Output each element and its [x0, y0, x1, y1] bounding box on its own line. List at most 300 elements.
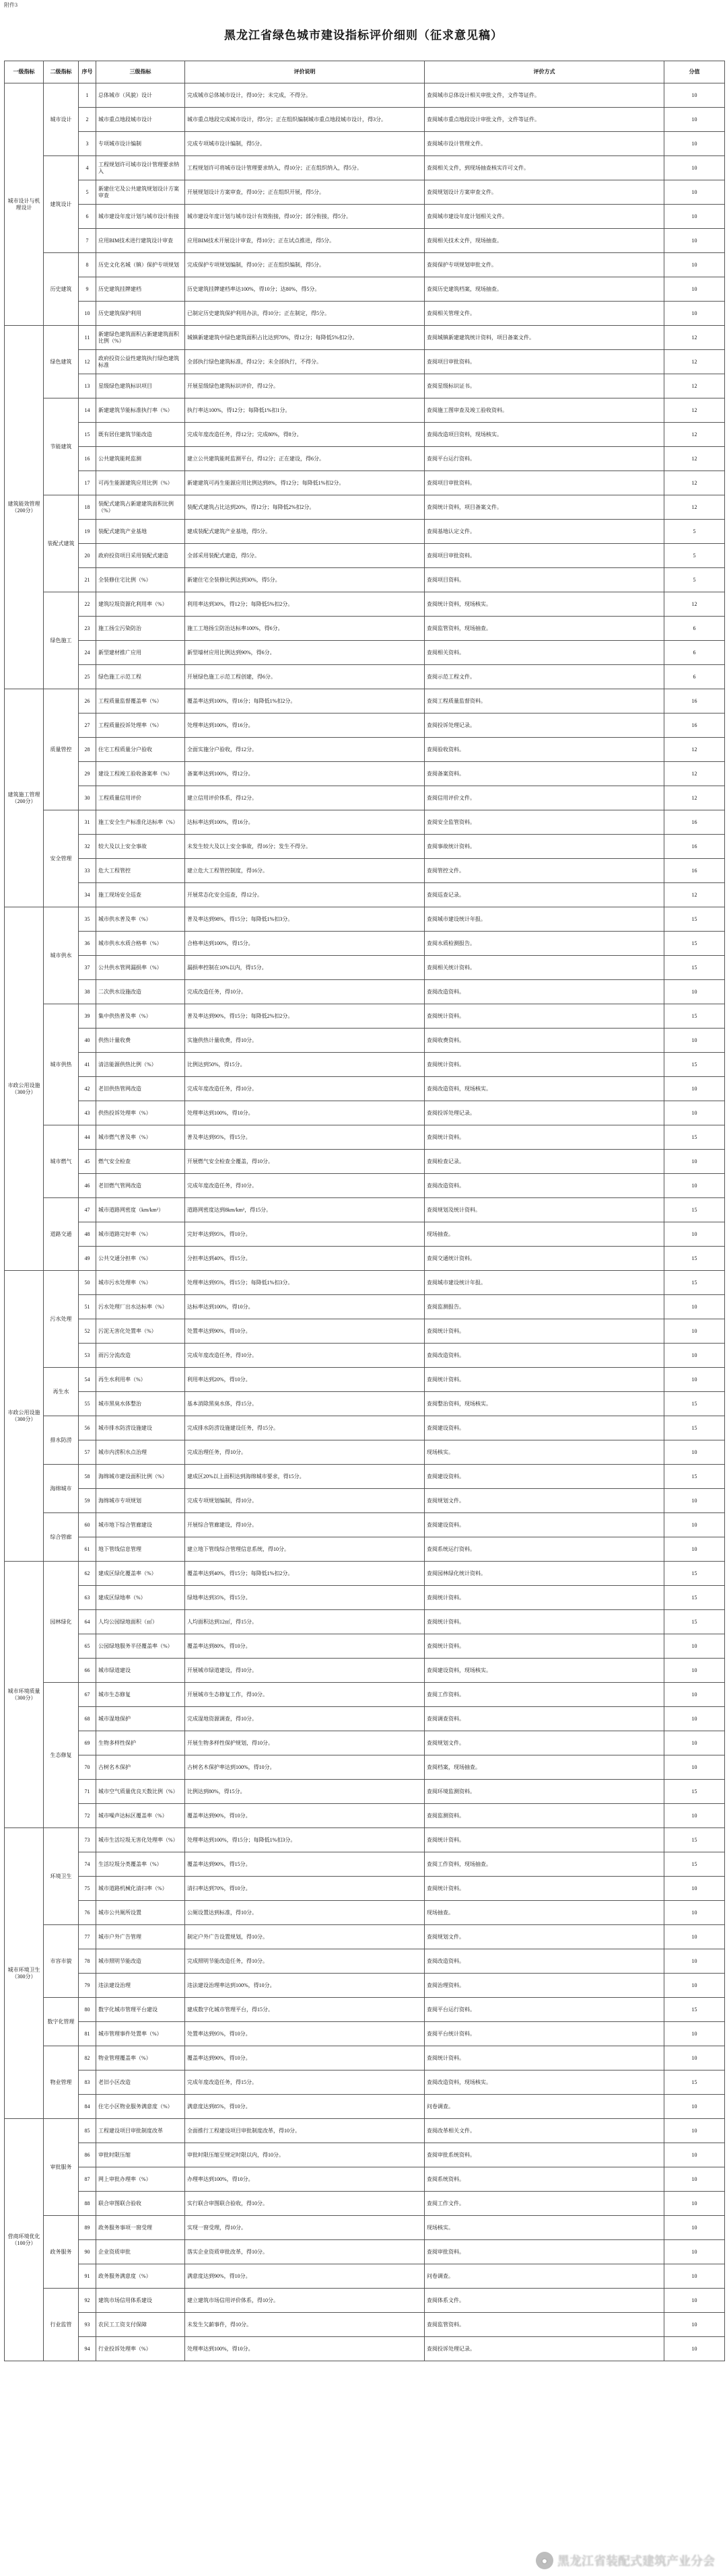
serial-number-cell: 73 — [79, 1828, 96, 1852]
serial-number-cell: 71 — [79, 1780, 96, 1804]
evaluation-method-cell: 查阅相关资料。 — [425, 641, 664, 665]
level3-indicator-cell: 老旧小区改造 — [96, 2070, 185, 2095]
level3-indicator-cell: 施工扬尘污染防治 — [96, 617, 185, 641]
table-row — [5, 398, 725, 423]
level3-indicator-cell: 审批时限压缩 — [96, 2143, 185, 2167]
score-cell: 15 — [664, 1416, 725, 1440]
table-row — [5, 1537, 725, 1562]
score-cell: 15 — [664, 1780, 725, 1804]
evaluation-method-cell: 查阅规划文件。 — [425, 1731, 664, 1755]
score-cell: 15 — [664, 1247, 725, 1271]
evaluation-method-cell: 查阅相关统计资料。 — [425, 956, 664, 980]
serial-number-cell: 41 — [79, 1053, 96, 1077]
evaluation-description-cell: 漏损率控制在10%以内，得15分。 — [185, 956, 425, 980]
table-row — [5, 326, 725, 350]
score-cell: 10 — [664, 1974, 725, 1998]
score-cell: 15 — [664, 1198, 725, 1222]
score-cell: 15 — [664, 956, 725, 980]
score-cell: 12 — [664, 326, 725, 350]
evaluation-method-cell: 查阅环境监测资料。 — [425, 1780, 664, 1804]
evaluation-method-cell: 现场核实。 — [425, 1440, 664, 1465]
evaluation-description-cell: 完成年度改造任务，得10分。 — [185, 1174, 425, 1198]
score-cell: 10 — [664, 1174, 725, 1198]
serial-number-cell: 40 — [79, 1029, 96, 1053]
serial-number-cell: 81 — [79, 2022, 96, 2046]
serial-number-cell: 10 — [79, 302, 96, 326]
level3-indicator-cell: 清洁能源供热比例（%） — [96, 1053, 185, 1077]
level3-indicator-cell: 生活垃圾分类覆盖率（%） — [96, 1852, 185, 1877]
serial-number-cell: 8 — [79, 253, 96, 277]
table-row — [5, 2289, 725, 2313]
table-row — [5, 2337, 725, 2361]
level3-indicator-cell: 工程规划许可城市设计管理要求纳入 — [96, 156, 185, 180]
evaluation-description-cell: 实行联合审图联合验收，得10分。 — [185, 2192, 425, 2216]
table-row — [5, 1877, 725, 1901]
table-row — [5, 205, 725, 229]
table-row — [5, 2143, 725, 2167]
score-cell: 10 — [664, 302, 725, 326]
serial-number-cell: 37 — [79, 956, 96, 980]
level3-indicator-cell: 城市黑臭水体整治 — [96, 1392, 185, 1416]
score-cell: 10 — [664, 1319, 725, 1344]
table-row — [5, 932, 725, 956]
evaluation-description-cell: 满意度达到90%，得10分。 — [185, 2264, 425, 2289]
evaluation-description-cell: 处置率达到95%，得10分。 — [185, 2022, 425, 2046]
score-cell: 12 — [664, 495, 725, 520]
evaluation-method-cell: 查阅建设资料。 — [425, 1513, 664, 1537]
table-row — [5, 786, 725, 810]
evaluation-description-cell: 利用率达到20%，得10分。 — [185, 1368, 425, 1392]
serial-number-cell: 19 — [79, 520, 96, 544]
evaluation-method-cell: 查阅统计资料。 — [425, 1004, 664, 1029]
score-cell: 15 — [664, 2070, 725, 2095]
evaluation-method-cell: 查阅改造资料。 — [425, 980, 664, 1004]
score-cell: 10 — [664, 253, 725, 277]
evaluation-method-cell: 查阅监管资料。 — [425, 2313, 664, 2337]
level3-indicator-cell: 城市空气质量优良天数比例（%） — [96, 1780, 185, 1804]
serial-number-cell: 66 — [79, 1659, 96, 1683]
score-cell: 10 — [664, 1150, 725, 1174]
evaluation-description-cell: 制定户外广告设置规划，得10分。 — [185, 1925, 425, 1949]
score-cell: 10 — [664, 2216, 725, 2240]
evaluation-description-cell: 装配式建筑占比达到20%，得12分；每降低2%扣2分。 — [185, 495, 425, 520]
table-row — [5, 641, 725, 665]
level3-indicator-cell: 燃气安全检查 — [96, 1150, 185, 1174]
evaluation-method-cell: 查阅验收资料。 — [425, 738, 664, 762]
level3-indicator-cell: 城市生活垃圾无害化处理率（%） — [96, 1828, 185, 1852]
score-cell: 10 — [664, 1755, 725, 1780]
evaluation-method-cell: 查阅统计资料。 — [425, 1053, 664, 1077]
table-body — [5, 83, 725, 2361]
level3-indicator-cell: 海绵城市建设面积比例（%） — [96, 1465, 185, 1489]
serial-number-cell: 33 — [79, 859, 96, 883]
serial-number-cell: 4 — [79, 156, 96, 180]
score-cell: 10 — [664, 2240, 725, 2264]
evaluation-description-cell: 完成年度改造任务，得15分。 — [185, 2070, 425, 2095]
serial-number-cell: 29 — [79, 762, 96, 786]
evaluation-method-cell: 查阅城镇新建建筑统计资料，项目备案文件。 — [425, 326, 664, 350]
evaluation-method-cell: 现场抽查。 — [425, 1901, 664, 1925]
score-cell: 10 — [664, 1634, 725, 1659]
serial-number-cell: 64 — [79, 1610, 96, 1634]
evaluation-description-cell: 审批时限压缩至规定时限以内，得10分。 — [185, 2143, 425, 2167]
serial-number-cell: 50 — [79, 1271, 96, 1295]
evaluation-description-cell: 满意度达到85%，得10分。 — [185, 2095, 425, 2119]
level3-indicator-cell: 供热投诉处理率（%） — [96, 1101, 185, 1125]
level3-indicator-cell: 二次供水设施改造 — [96, 980, 185, 1004]
evaluation-method-cell: 查阅平台运行资料。 — [425, 1998, 664, 2022]
score-cell: 10 — [664, 2022, 725, 2046]
evaluation-description-cell: 开展城市生态修复工作，得10分。 — [185, 1683, 425, 1707]
evaluation-method-cell: 查阅建设资料。 — [425, 1416, 664, 1440]
serial-number-cell: 34 — [79, 883, 96, 907]
level3-indicator-cell: 城市道路网密度（km/km²） — [96, 1198, 185, 1222]
serial-number-cell: 31 — [79, 810, 96, 835]
score-cell: 10 — [664, 2192, 725, 2216]
evaluation-description-cell: 基本消除黑臭水体，得15分。 — [185, 1392, 425, 1416]
serial-number-cell: 25 — [79, 665, 96, 689]
score-cell: 10 — [664, 156, 725, 180]
evaluation-method-cell: 查阅城市总体设计相关审批文件，文件等证件。 — [425, 83, 664, 108]
table-row — [5, 108, 725, 132]
score-cell: 12 — [664, 447, 725, 471]
evaluation-description-cell: 建立地下管线综合管理信息系统，得10分。 — [185, 1537, 425, 1562]
table-row — [5, 1586, 725, 1610]
evaluation-description-cell: 完成排水防涝设施建设任务，得15分。 — [185, 1416, 425, 1440]
evaluation-description-cell: 开展常态化安全巡查，得12分。 — [185, 883, 425, 907]
level3-indicator-cell: 工程质量信用评价 — [96, 786, 185, 810]
score-cell: 10 — [664, 180, 725, 205]
evaluation-method-cell: 查阅改造资料。 — [425, 1344, 664, 1368]
table-row — [5, 180, 725, 205]
serial-number-cell: 53 — [79, 1344, 96, 1368]
level3-indicator-cell: 再生水利用率（%） — [96, 1368, 185, 1392]
level3-indicator-cell: 建筑市场信用体系建设 — [96, 2289, 185, 2313]
table-row — [5, 1198, 725, 1222]
table-row — [5, 689, 725, 713]
level3-indicator-cell: 企业资质审批 — [96, 2240, 185, 2264]
table-row — [5, 1440, 725, 1465]
score-cell: 10 — [664, 205, 725, 229]
score-cell: 10 — [664, 83, 725, 108]
score-cell: 16 — [664, 859, 725, 883]
score-cell: 12 — [664, 883, 725, 907]
level3-indicator-cell: 工程质量投诉处理率（%） — [96, 713, 185, 738]
evaluation-description-cell: 新型墙材应用比例达到90%，得6分。 — [185, 641, 425, 665]
evaluation-method-cell: 查阅建设资料，现场核实。 — [425, 1659, 664, 1683]
score-cell: 10 — [664, 1804, 725, 1828]
serial-number-cell: 24 — [79, 641, 96, 665]
evaluation-method-cell: 查阅收费资料。 — [425, 1029, 664, 1053]
level1-indicator-cell: 城市设计与机理设计 — [5, 83, 44, 326]
serial-number-cell: 32 — [79, 835, 96, 859]
serial-number-cell: 92 — [79, 2289, 96, 2313]
evaluation-method-cell: 查阅规划文件。 — [425, 1925, 664, 1949]
level1-indicator-cell: 建筑施工管理（200分） — [5, 689, 44, 907]
evaluation-method-cell: 查阅管控文件。 — [425, 859, 664, 883]
evaluation-description-cell: 建立公共建筑能耗监测平台，得12分；正在建设，得6分。 — [185, 447, 425, 471]
score-cell: 15 — [664, 1852, 725, 1877]
table-row — [5, 1295, 725, 1319]
level3-indicator-cell: 海绵城市专项规划 — [96, 1489, 185, 1513]
evaluation-description-cell: 开展燃气安全检查全覆盖，得10分。 — [185, 1150, 425, 1174]
evaluation-method-cell: 查阅事故统计资料。 — [425, 835, 664, 859]
table-row — [5, 1998, 725, 2022]
level1-indicator-cell: 城市环境卫生（300分） — [5, 1828, 44, 2119]
serial-number-cell: 63 — [79, 1586, 96, 1610]
serial-number-cell: 1 — [79, 83, 96, 108]
serial-number-cell: 44 — [79, 1125, 96, 1150]
level3-indicator-cell: 工程质量监督覆盖率（%） — [96, 689, 185, 713]
serial-number-cell: 75 — [79, 1877, 96, 1901]
level3-indicator-cell: 既有居住建筑节能改造 — [96, 423, 185, 447]
score-cell: 15 — [664, 932, 725, 956]
evaluation-description-cell: 合格率达到100%，得15分。 — [185, 932, 425, 956]
indicator-table — [4, 61, 725, 2361]
score-cell: 12 — [664, 738, 725, 762]
score-cell: 10 — [664, 1683, 725, 1707]
level3-indicator-cell: 装配式建筑占新建建筑面积比例（%） — [96, 495, 185, 520]
score-cell: 10 — [664, 132, 725, 156]
evaluation-method-cell: 查阅规划文件。 — [425, 1489, 664, 1513]
evaluation-method-cell: 查阅建设资料。 — [425, 1465, 664, 1489]
level3-indicator-cell: 污泥无害化处置率（%） — [96, 1319, 185, 1344]
level3-indicator-cell: 历史建筑保护利用 — [96, 302, 185, 326]
evaluation-description-cell: 比例达到80%，得15分。 — [185, 1780, 425, 1804]
serial-number-cell: 60 — [79, 1513, 96, 1537]
table-row — [5, 132, 725, 156]
column-header: 评价方式 — [425, 61, 664, 83]
evaluation-method-cell: 查阅工作资料，现场抽查。 — [425, 1852, 664, 1877]
serial-number-cell: 68 — [79, 1707, 96, 1731]
table-row — [5, 762, 725, 786]
evaluation-description-cell: 处理率达到100%，得10分。 — [185, 2337, 425, 2361]
score-cell: 10 — [664, 1489, 725, 1513]
level3-indicator-cell: 新建建筑节能标准执行率（%） — [96, 398, 185, 423]
evaluation-method-cell: 查阅巡查记录。 — [425, 883, 664, 907]
evaluation-description-cell: 违法建设治理率达到100%，得10分。 — [185, 1974, 425, 1998]
table-row — [5, 592, 725, 617]
table-row — [5, 1901, 725, 1925]
evaluation-description-cell: 全面推行工程建设项目审批制度改革，得10分。 — [185, 2119, 425, 2143]
level3-indicator-cell: 装配式建筑产业基地 — [96, 520, 185, 544]
table-row — [5, 1150, 725, 1174]
evaluation-method-cell: 查阅统计资料。 — [425, 2046, 664, 2070]
level2-indicator-cell: 道路交通 — [44, 1198, 79, 1271]
table-row — [5, 1489, 725, 1513]
level3-indicator-cell: 星级绿色建筑标识项目 — [96, 374, 185, 398]
table-row — [5, 1344, 725, 1368]
evaluation-description-cell: 完成年度改造任务，得12分；完成80%，得8分。 — [185, 423, 425, 447]
serial-number-cell: 30 — [79, 786, 96, 810]
evaluation-method-cell: 查阅信用评价文件。 — [425, 786, 664, 810]
level3-indicator-cell: 城市道路机械化清扫率（%） — [96, 1877, 185, 1901]
evaluation-method-cell: 查阅监测报告。 — [425, 1295, 664, 1319]
evaluation-description-cell: 落实企业资质审批改革，得10分。 — [185, 2240, 425, 2264]
level1-indicator-cell: 营商环境优化（100分） — [5, 2119, 44, 2361]
serial-number-cell: 62 — [79, 1562, 96, 1586]
evaluation-description-cell: 道路网密度达到8km/km²，得15分。 — [185, 1198, 425, 1222]
serial-number-cell: 20 — [79, 544, 96, 568]
level2-indicator-cell: 物业管理 — [44, 2046, 79, 2119]
serial-number-cell: 77 — [79, 1925, 96, 1949]
table-row — [5, 1125, 725, 1150]
serial-number-cell: 21 — [79, 568, 96, 592]
level3-indicator-cell: 工程建设项目审批制度改革 — [96, 2119, 185, 2143]
score-cell: 10 — [664, 2119, 725, 2143]
level3-indicator-cell: 城市污水处理率（%） — [96, 1271, 185, 1295]
level3-indicator-cell: 住宅工程质量分户验收 — [96, 738, 185, 762]
serial-number-cell: 61 — [79, 1537, 96, 1562]
serial-number-cell: 87 — [79, 2167, 96, 2192]
level3-indicator-cell: 行业投诉处理率（%） — [96, 2337, 185, 2361]
evaluation-method-cell: 查阅城市建设年度计划相关文件。 — [425, 205, 664, 229]
table-row — [5, 302, 725, 326]
score-cell: 10 — [664, 2167, 725, 2192]
serial-number-cell: 9 — [79, 277, 96, 302]
level3-indicator-cell: 集中供热普及率（%） — [96, 1004, 185, 1029]
column-header: 三级指标 — [96, 61, 185, 83]
level2-indicator-cell: 行业监管 — [44, 2289, 79, 2361]
serial-number-cell: 69 — [79, 1731, 96, 1755]
level3-indicator-cell: 城市建设年度计划与城市设计衔接 — [96, 205, 185, 229]
table-row — [5, 617, 725, 641]
level2-indicator-cell: 审批服务 — [44, 2119, 79, 2216]
table-row — [5, 1319, 725, 1344]
evaluation-method-cell: 问卷调查。 — [425, 2095, 664, 2119]
evaluation-method-cell: 查阅统计资料。 — [425, 1368, 664, 1392]
serial-number-cell: 89 — [79, 2216, 96, 2240]
serial-number-cell: 15 — [79, 423, 96, 447]
evaluation-description-cell: 处置率达到90%，得10分。 — [185, 1319, 425, 1344]
evaluation-description-cell: 完成年度改造任务，得10分。 — [185, 1077, 425, 1101]
level3-indicator-cell: 数字化城市管理平台建设 — [96, 1998, 185, 2022]
table-row — [5, 2070, 725, 2095]
evaluation-description-cell: 开展星级绿色建筑标识评价，得12分。 — [185, 374, 425, 398]
evaluation-method-cell: 查阅历史建筑档案，现场抽查。 — [425, 277, 664, 302]
level2-indicator-cell: 生态修复 — [44, 1683, 79, 1828]
table-row — [5, 2264, 725, 2289]
level3-indicator-cell: 城市供水水质合格率（%） — [96, 932, 185, 956]
level3-indicator-cell: 新建绿色建筑面积占新建建筑面积比例（%） — [96, 326, 185, 350]
table-row — [5, 907, 725, 932]
serial-number-cell: 5 — [79, 180, 96, 205]
column-header: 一级指标 — [5, 61, 44, 83]
evaluation-description-cell: 开展综合管廊建设，得10分。 — [185, 1513, 425, 1537]
table-row — [5, 738, 725, 762]
level2-indicator-cell: 城市供水 — [44, 907, 79, 1004]
table-row — [5, 1465, 725, 1489]
watermark-text: 黑龙江省装配式建筑产业分会 — [557, 2554, 715, 2568]
level3-indicator-cell: 污水处理厂出水达标率（%） — [96, 1295, 185, 1319]
evaluation-description-cell: 已制定历史建筑保护利用办法，得10分；正在制定，得5分。 — [185, 302, 425, 326]
serial-number-cell: 59 — [79, 1489, 96, 1513]
evaluation-method-cell: 查阅监管资料，现场抽查。 — [425, 617, 664, 641]
level3-indicator-cell: 公共交通分担率（%） — [96, 1247, 185, 1271]
level3-indicator-cell: 建设工程竣工验收备案率（%） — [96, 762, 185, 786]
wechat-logo-icon: ● — [536, 2552, 553, 2569]
evaluation-method-cell: 查阅统计资料，现场核实。 — [425, 592, 664, 617]
serial-number-cell: 91 — [79, 2264, 96, 2289]
level2-indicator-cell: 建筑设计 — [44, 156, 79, 253]
evaluation-method-cell: 查阅统计资料。 — [425, 1610, 664, 1634]
evaluation-method-cell: 现场抽查。 — [425, 1222, 664, 1247]
table-row — [5, 1392, 725, 1416]
table-row — [5, 2192, 725, 2216]
level3-indicator-cell: 农民工工资支付保障 — [96, 2313, 185, 2337]
table-row — [5, 495, 725, 520]
table-row — [5, 2119, 725, 2143]
table-row — [5, 1053, 725, 1077]
level3-indicator-cell: 全装修住宅比例（%） — [96, 568, 185, 592]
serial-number-cell: 47 — [79, 1198, 96, 1222]
score-cell: 15 — [664, 1053, 725, 1077]
table-row — [5, 2216, 725, 2240]
evaluation-method-cell: 查阅相关技术文件，现场抽查。 — [425, 229, 664, 253]
table-row — [5, 374, 725, 398]
level2-indicator-cell: 环境卫生 — [44, 1828, 79, 1925]
score-cell: 12 — [664, 592, 725, 617]
table-row — [5, 1004, 725, 1029]
evaluation-method-cell: 查阅统计资料。 — [425, 1586, 664, 1610]
evaluation-method-cell: 查阅体系文件。 — [425, 2289, 664, 2313]
level3-indicator-cell: 城市重点地段城市设计 — [96, 108, 185, 132]
evaluation-method-cell: 查阅水质检测报告。 — [425, 932, 664, 956]
evaluation-description-cell: 完成专项城市设计编制，得5分。 — [185, 132, 425, 156]
table-row — [5, 156, 725, 180]
column-header: 序号 — [79, 61, 96, 83]
level3-indicator-cell: 新建住宅及公共建筑规划设计方案审查 — [96, 180, 185, 205]
evaluation-method-cell: 查阅安全监管资料。 — [425, 810, 664, 835]
evaluation-method-cell: 查阅城市建设统计年报。 — [425, 1271, 664, 1295]
score-cell: 5 — [664, 520, 725, 544]
evaluation-method-cell: 查阅审批系统资料。 — [425, 2143, 664, 2167]
table-row — [5, 471, 725, 495]
level3-indicator-cell: 施工安全生产标准化达标率（%） — [96, 810, 185, 835]
evaluation-description-cell: 建立建筑市场信用评价体系，得10分。 — [185, 2289, 425, 2313]
table-row — [5, 713, 725, 738]
evaluation-method-cell: 查阅投诉处理记录。 — [425, 2337, 664, 2361]
score-cell: 6 — [664, 617, 725, 641]
evaluation-method-cell: 查阅项目审批资料。 — [425, 544, 664, 568]
evaluation-description-cell: 覆盖率达到90%，得10分。 — [185, 2046, 425, 2070]
evaluation-description-cell: 普及率达到98%，得15分；每降低1%扣3分。 — [185, 907, 425, 932]
evaluation-description-cell: 覆盖率达到90%，得10分。 — [185, 1804, 425, 1828]
level2-indicator-cell: 市容市貌 — [44, 1925, 79, 1998]
serial-number-cell: 58 — [79, 1465, 96, 1489]
level2-indicator-cell: 质量管控 — [44, 689, 79, 810]
serial-number-cell: 2 — [79, 108, 96, 132]
serial-number-cell: 46 — [79, 1174, 96, 1198]
level3-indicator-cell: 城市噪声达标区覆盖率（%） — [96, 1804, 185, 1828]
evaluation-description-cell: 利用率达到30%，得12分；每降低5%扣2分。 — [185, 592, 425, 617]
evaluation-method-cell: 查阅星级标识证书。 — [425, 374, 664, 398]
score-cell: 10 — [664, 1877, 725, 1901]
evaluation-description-cell: 处理率达到100%，得16分。 — [185, 713, 425, 738]
serial-number-cell: 78 — [79, 1949, 96, 1974]
level2-indicator-cell: 节能建筑 — [44, 398, 79, 495]
evaluation-method-cell: 查阅备案资料。 — [425, 762, 664, 786]
score-cell: 10 — [664, 1659, 725, 1683]
level3-indicator-cell: 政府投资公益性建筑执行绿色建筑标准 — [96, 350, 185, 374]
level2-indicator-cell: 海绵城市 — [44, 1465, 79, 1513]
score-cell: 15 — [664, 1828, 725, 1852]
evaluation-description-cell: 覆盖率达到80%，得10分。 — [185, 1634, 425, 1659]
table-row — [5, 1731, 725, 1755]
score-cell: 10 — [664, 1295, 725, 1319]
evaluation-method-cell: 查阅相关文件，到现场抽查核实许可文件。 — [425, 156, 664, 180]
serial-number-cell: 13 — [79, 374, 96, 398]
